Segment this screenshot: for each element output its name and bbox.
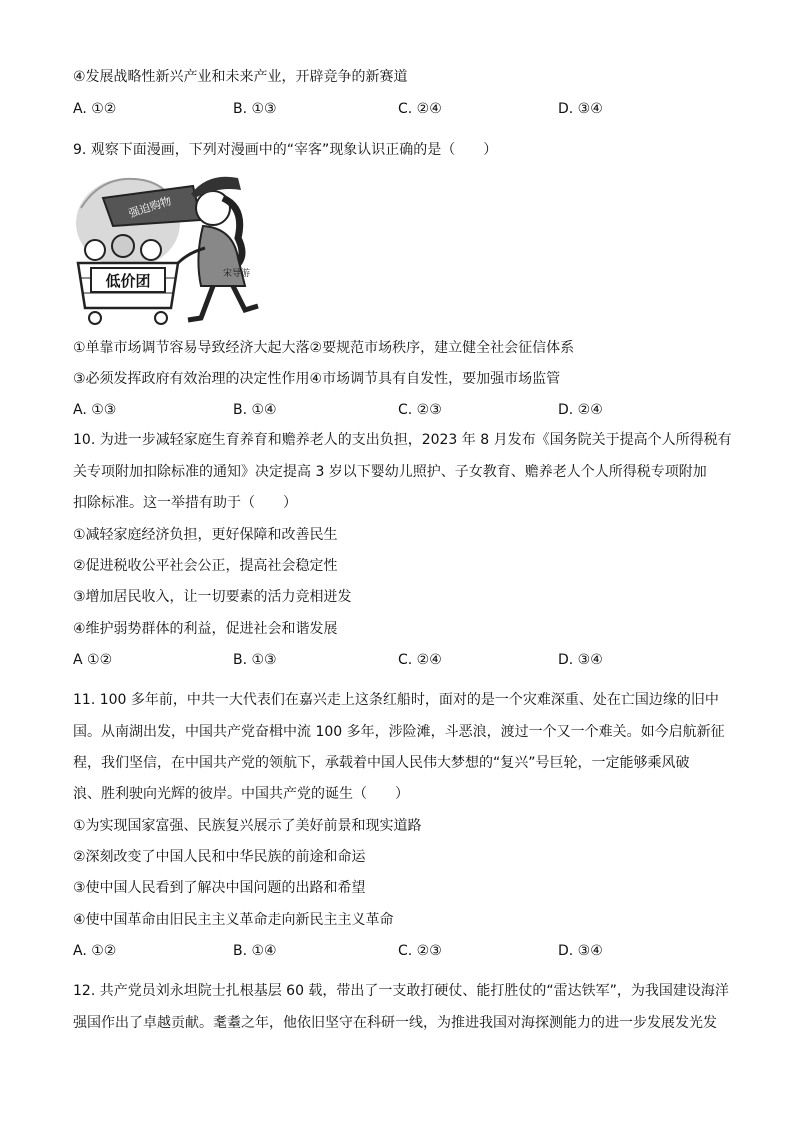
q11-option-d[interactable]: D. ③④: [558, 943, 603, 959]
q11-options: [73, 941, 753, 961]
q11-item-4: ④使中国革命由旧民主主义革命走向新民主主义革命: [73, 912, 394, 928]
q10-stem-line-1: 10. 为进一步减轻家庭生育养育和赡养老人的支出负担，2023 年 8 月发布《国务院关于提高个人所得税有: [73, 432, 732, 448]
q11-stem-line-4: 浪、胜利驶向光辉的彼岸。中国共产党的诞生（ ）: [73, 786, 409, 802]
cart-text: 低价团: [105, 272, 151, 290]
q10-item-4: ④维护弱势群体的利益，促进社会和谐发展: [73, 621, 338, 637]
q8-option-c[interactable]: C. ②④: [398, 101, 442, 117]
q11-option-c[interactable]: C. ②③: [398, 943, 442, 959]
q10-option-c[interactable]: C. ②④: [398, 652, 442, 668]
q11-stem-line-1: 11. 100 多年前，中共一大代表们在嘉兴走上这条红船时，面对的是一个灾难深重、处在亡国边缘的旧中: [73, 692, 719, 708]
q12-stem-line-1: 12. 共产党员刘永坦院士扎根基层 60 载，带出了一支敢打硬仗、能打胜仗的“雷达铁军”，为我国建设海洋: [73, 983, 729, 999]
q10-item-1: ①减轻家庭经济负担，更好保障和改善民生: [73, 527, 338, 543]
q8-option-a[interactable]: A. ①②: [73, 101, 117, 117]
q10-stem-line-2: 关专项附加扣除标准的通知》决定提高 3 岁以下婴幼儿照护、子女教育、赡养老人个人所得税专项附加: [73, 464, 707, 480]
q9-option-c[interactable]: C. ②③: [398, 402, 442, 418]
q10-item-3: ③增加居民收入，让一切要素的活力竞相迸发: [73, 589, 352, 605]
q9-option-a[interactable]: A. ①③: [73, 402, 117, 418]
figure-text: 宋导游: [223, 269, 251, 279]
q9-option-b[interactable]: B. ①④: [233, 402, 277, 418]
q11-stem-line-3: 程，我们坚信，在中国共产党的领航下，承载着中国人民伟大梦想的“复兴”号巨轮，一定能够乘风破: [73, 755, 690, 771]
q10-options: [73, 650, 753, 670]
q9-options: [73, 400, 753, 420]
q10-stem-line-3: 扣除标准。这一举措有助于（ ）: [73, 495, 297, 511]
cartoon-illustration: [73, 168, 268, 328]
q11-item-2: ②深刻改变了中国人民和中华民族的前途和命运: [73, 849, 366, 865]
q10-item-2: ②促进税收公平社会公正，提高社会稳定性: [73, 558, 338, 574]
q11-item-1: ①为实现国家富强、民族复兴展示了美好前景和现实道路: [73, 818, 422, 834]
q9-item-2: ③必须发挥政府有效治理的决定性作用④市场调节具有自发性，要加强市场监管: [73, 371, 561, 387]
q9-item-1: ①单靠市场调节容易导致经济大起大落②要规范市场秩序，建立健全社会征信体系: [73, 340, 575, 356]
q11-stem-line-2: 国。从南湖出发，中国共产党奋楫中流 100 多年，涉险滩，斗恶浪，渡过一个又一个难关。如今启航新征: [73, 724, 725, 740]
q8-option-d[interactable]: D. ③④: [558, 101, 603, 117]
q9-stem: 9. 观察下面漫画，下列对漫画中的“宰客”现象认识正确的是（ ）: [73, 142, 498, 158]
banner-text: 强迫购物: [127, 194, 174, 221]
q10-option-a[interactable]: A ①②: [73, 652, 113, 668]
q12-stem-line-2: 强国作出了卓越贡献。耄耋之年，他依旧坚守在科研一线，为推进我国对海探测能力的进一步发展发光发: [73, 1015, 717, 1031]
q11-item-3: ③使中国人民看到了解决中国问题的出路和希望: [73, 880, 366, 896]
q8-item-4: ④发展战略性新兴产业和未来产业，开辟竞争的新赛道: [73, 69, 408, 85]
q10-option-d[interactable]: D. ③④: [558, 652, 603, 668]
q10-option-b[interactable]: B. ①③: [233, 652, 277, 668]
q11-option-a[interactable]: A. ①②: [73, 943, 117, 959]
q9-option-d[interactable]: D. ②④: [558, 402, 603, 418]
q11-option-b[interactable]: B. ①④: [233, 943, 277, 959]
q8-options: [73, 99, 753, 119]
q9-cartoon: [73, 168, 268, 328]
q8-option-b[interactable]: B. ①③: [233, 101, 277, 117]
